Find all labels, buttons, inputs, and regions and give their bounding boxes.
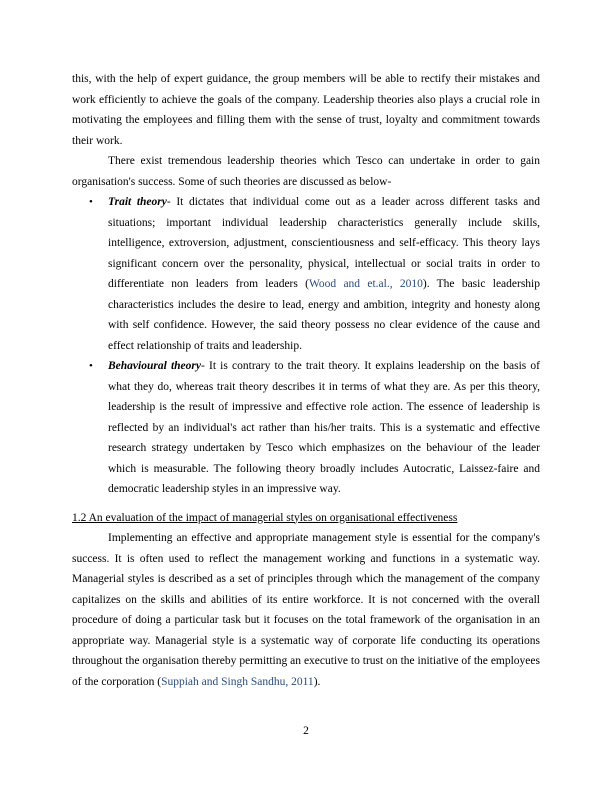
paragraph-continuation: this, with the help of expert guidance, the group members will be able to rectify their mistakes and work efficiently to achieve the goals of the company. Leadership theories also plays a crucial role in motivating the employees and filling them with the sense of trust, loyalty and commitment towards their work. bbox=[72, 73, 540, 147]
term-trait-theory: Trait theory bbox=[108, 196, 167, 208]
paragraph-managerial-styles bbox=[72, 528, 540, 692]
theory-list bbox=[72, 192, 540, 500]
paragraph-leadership-theories: There exist tremendous leadership theories which Tesco can undertake in order to gain organisation's success. Some of such theories are discussed as below- bbox=[72, 155, 540, 188]
citation-wood: Wood and et.al., 2010 bbox=[308, 278, 423, 290]
trait-theory-text: - It dictates that individual come out as a leader across different tasks and situations; important individual leadership characteristics generally include skills, intelligence, extroversion, adjustment, conscientiousness and self-efficacy. This theory lays significant concern over the personality, physical, intellectual or social traits in order to differentiate non leaders from leaders ( bbox=[108, 196, 540, 290]
list-item-trait-theory bbox=[72, 192, 540, 356]
term-behavioural-theory: Behavioural theory bbox=[108, 360, 201, 372]
managerial-styles-text: Implementing an effective and appropriate management style is essential for the company's success. It is often used to reflect the management working and functions in a systematic way. Managerial styles is described as a set of principles through which the management of the company capitalizes on the skills and abilities of its entire workforce. It is not concerned with the overall procedure of doing a particular task but it focuses on the total framework of the organisation in an appropriate way. Managerial style is a systematic way of corporate life conducting its operations throughout the organisation thereby permitting an executive to trust on the initiative of the employees of the corporation ( bbox=[72, 532, 540, 688]
citation-suppiah: Suppiah and Singh Sandhu, 2011 bbox=[161, 675, 314, 688]
list-item-behavioural-theory bbox=[72, 356, 540, 500]
body-text bbox=[72, 69, 540, 692]
bullet-icon: • bbox=[89, 196, 93, 208]
behavioural-theory-text: - It is contrary to the trait theory. It explains leadership on the basis of what they do, whereas trait theory describes it in terms of what they are. As per this theory, leadership is the result of impressive and effective role action. The essence of leadership is reflected by an individual's act rather than his/her traits. This is a systematic and effective research strategy undertaken by Tesco which emphasizes on the behaviour of the leader which is measurable. The following theory broadly includes Autocratic, Laissez-faire and democratic leadership styles in an impressive way. bbox=[108, 360, 540, 495]
page-number: 2 bbox=[303, 725, 309, 737]
section-heading: 1.2 An evaluation of the impact of managerial styles on organisational effectiveness bbox=[72, 511, 458, 524]
managerial-styles-text-end: ). bbox=[313, 675, 321, 688]
bullet-icon: • bbox=[89, 360, 93, 372]
trait-theory-text-end: ). The basic leadership characteristics includes the desire to lead, energy and ambition, integrity and honesty along with self confidence. However, the said theory possess no clear evidence of the cause and effect relationship of traits and leadership. bbox=[108, 278, 541, 352]
